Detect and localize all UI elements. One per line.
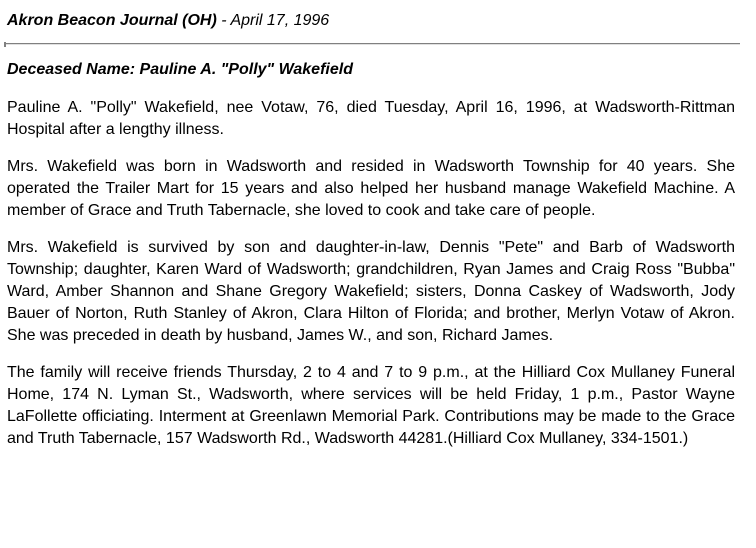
- obituary-body: [7, 97, 735, 465]
- obituary-paragraph: Mrs. Wakefield was born in Wadsworth and resided in Wadsworth Township for 40 years. She operated the Trailer Mart for 15 years and also helped her husband manage Wakefield Machine. A member of Grace and Truth Tabernacle, she loved to cook and take care of people.: [7, 158, 735, 219]
- publication-date: April 17, 1996: [230, 12, 330, 29]
- obituary-paragraph: Pauline A. "Polly" Wakefield, nee Votaw, 76, died Tuesday, April 16, 1996, at Wadsworth-Rittman Hospital after a lengthy illness.: [7, 99, 735, 138]
- header-separator: -: [216, 12, 231, 29]
- header-divider: [6, 43, 740, 45]
- obituary-paragraph: Mrs. Wakefield is survived by son and daughter-in-law, Dennis "Pete" and Barb of Wadsworth Township; daughter, Karen Ward of Wadsworth; grandchildren, Ryan James and Craig Ross "Bubba" Ward, Amber Shannon and Shane Gregory Wakefield; sisters, Donna Caskey of Wadsworth, Jody Bauer of Norton, Ruth Stanley of Akron, Clara Hilton of Florida; and brother, Merlyn Votaw of Akron. She was preceded in death by husband, James W., and son, Richard James.: [7, 239, 735, 344]
- publication-source: Akron Beacon Journal (OH): [7, 12, 217, 29]
- deceased-name-heading: Deceased Name: Pauline A. "Polly" Wakefield: [7, 61, 353, 78]
- obituary-paragraph: The family will receive friends Thursday, 2 to 4 and 7 to 9 p.m., at the Hilliard Cox Mullaney Funeral Home, 174 N. Lyman St., Wadsworth, where services will be held Friday, 1 p.m., Pastor Wayne LaFollette officiating. Interment at Greenlawn Memorial Park. Contributions may be made to the Grace and Truth Tabernacle, 157 Wadsworth Rd., Wadsworth 44281.(Hilliard Cox Mullaney, 334-1501.): [7, 364, 735, 447]
- publication-header: [7, 10, 329, 32]
